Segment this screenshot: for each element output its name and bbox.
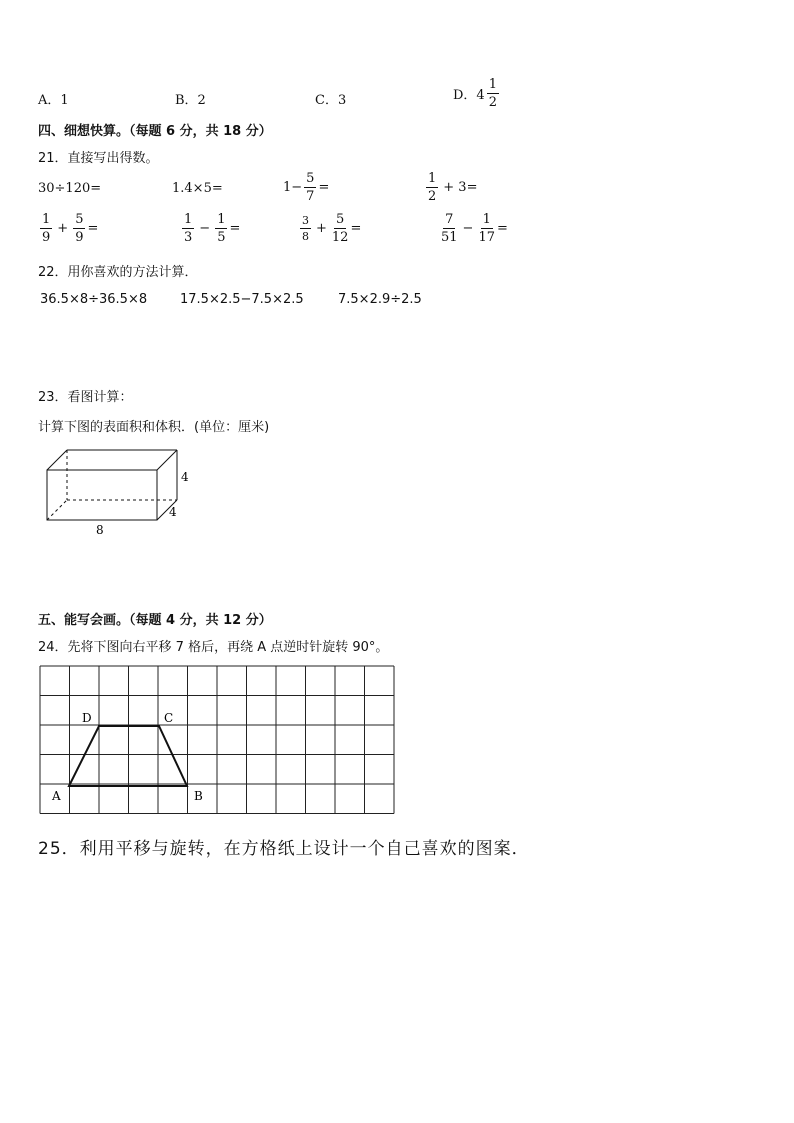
q21-expr-8: [439, 213, 508, 244]
fraction-numerator: 5: [306, 171, 315, 186]
fraction: [40, 213, 52, 244]
q23-label: 23．看图计算：: [38, 390, 133, 405]
operator: +: [57, 221, 69, 236]
fraction: [182, 213, 194, 244]
choice-b: B．2: [175, 93, 206, 108]
fraction-denominator: 17: [478, 230, 495, 245]
cuboid-height-label: 4: [181, 470, 189, 484]
cuboid-edge: [157, 450, 177, 470]
expr-equals: =: [497, 221, 508, 236]
q24-label: 24．先将下图向右平移 7 格后，再绕 A 点逆时针旋转 90°。: [38, 640, 389, 655]
cuboid-length-label: 8: [96, 523, 104, 537]
expr-equals: =: [318, 180, 330, 195]
q21-expr-4: [424, 172, 477, 203]
expr-lead: 1−: [283, 180, 303, 195]
fraction: [304, 172, 316, 203]
fraction-denominator: 9: [42, 230, 51, 245]
fraction-numerator: 1: [184, 212, 193, 227]
fraction-numerator: 5: [75, 212, 84, 227]
cuboid-figure: [40, 444, 200, 544]
operator: +: [316, 221, 327, 236]
q21-expr-3: [283, 172, 329, 203]
fraction-denominator: 5: [217, 230, 226, 245]
fraction-denominator: 2: [488, 95, 497, 110]
fraction-numerator: 7: [445, 212, 454, 227]
operator: −: [199, 221, 211, 236]
fraction-denominator: 12: [331, 230, 349, 245]
fraction-numerator: 1: [488, 77, 497, 92]
fraction-denominator: 8: [302, 230, 309, 243]
fraction-denominator: 51: [441, 230, 458, 245]
q22-expr-1: 36.5×8÷36.5×8: [40, 292, 148, 307]
cuboid-edge: [47, 450, 67, 470]
q22-expr-2: 17.5×2.5−7.5×2.5: [180, 292, 304, 307]
expr-equals: =: [229, 221, 241, 236]
point-a-label: A: [52, 789, 61, 803]
q21-expr-7: [298, 213, 361, 244]
q21-expr-6: [180, 213, 240, 244]
expr-equals: =: [87, 221, 99, 236]
fraction-numerator: 5: [336, 212, 345, 227]
q23-instruction: 计算下图的表面积和体积．(单位：厘米): [38, 420, 270, 435]
operator: −: [462, 221, 474, 236]
fraction: [478, 213, 495, 244]
q22-expr-3: 7.5×2.9÷2.5: [338, 292, 422, 307]
fraction-numerator: 1: [482, 212, 491, 227]
cuboid-hidden-edge: [47, 500, 67, 520]
fraction-numerator: 1: [217, 212, 226, 227]
point-b-label: B: [194, 789, 203, 803]
q25-label: 25．利用平移与旋转，在方格纸上设计一个自己喜欢的图案．: [38, 839, 530, 859]
section-4-title: 四、细想快算。（每题 6 分，共 18 分）: [38, 124, 272, 139]
cuboid-width-label: 4: [169, 505, 177, 519]
expr-tail: + 3=: [443, 180, 478, 195]
fraction-denominator: 7: [306, 189, 315, 204]
fraction-denominator: 9: [75, 230, 84, 245]
fraction-numerator: 1: [428, 171, 437, 186]
q21-label: 21．直接写出得数。: [38, 151, 159, 166]
point-d-label: D: [82, 711, 92, 725]
choice-d-fraction: [487, 78, 499, 109]
fraction: [300, 215, 311, 242]
section-5-title: 五、能写会画。（每题 4 分，共 12 分）: [38, 613, 272, 628]
choice-a: A．1: [38, 93, 69, 108]
fraction: [441, 213, 458, 244]
cuboid-front-face: [47, 470, 157, 520]
choice-c: C．3: [315, 93, 347, 108]
fraction-numerator: 3: [302, 214, 309, 227]
fraction-denominator: 3: [184, 230, 193, 245]
fraction: [215, 213, 227, 244]
q22-label: 22．用你喜欢的方法计算．: [38, 265, 198, 280]
q21-expr-1: 30÷120=: [38, 181, 102, 196]
fraction: [73, 213, 85, 244]
fraction-denominator: 2: [428, 189, 437, 204]
fraction: [332, 213, 349, 244]
expr-equals: =: [350, 221, 362, 236]
fraction-numerator: 1: [42, 212, 51, 227]
q21-expr-2: 1.4×5=: [172, 181, 223, 196]
fraction: [426, 172, 438, 203]
point-c-label: C: [164, 711, 174, 725]
choice-d-prefix: D．4: [453, 88, 485, 103]
q24-grid-figure: [38, 664, 396, 820]
choice-d: [453, 78, 501, 109]
q21-expr-5: [38, 213, 98, 244]
